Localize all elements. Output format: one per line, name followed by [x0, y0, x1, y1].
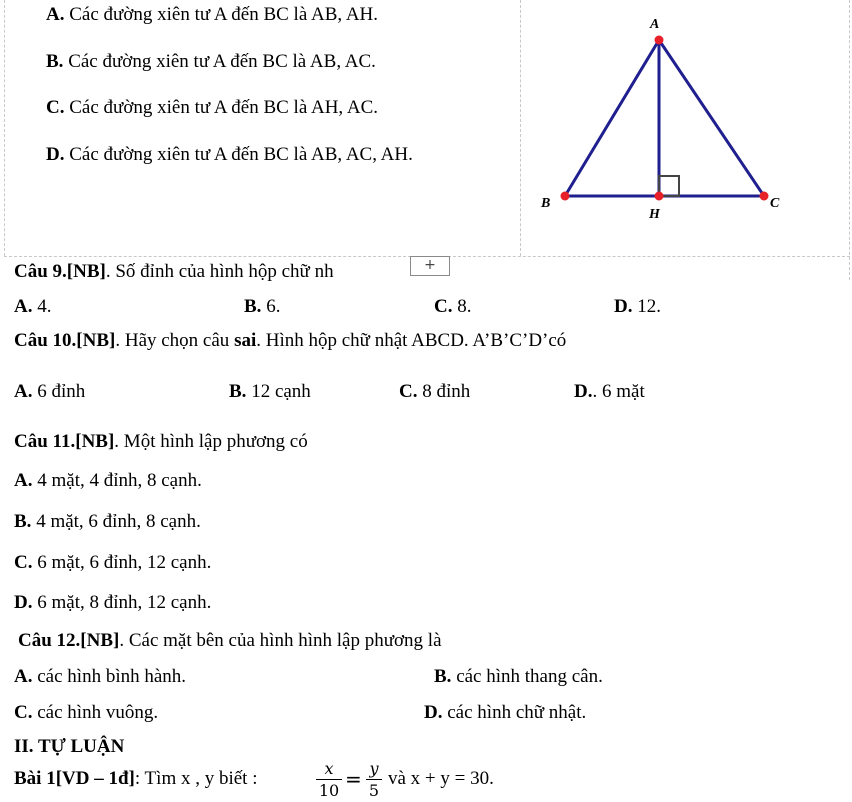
q9-option-a: A. 4.: [14, 296, 52, 317]
q12-option-c: C. các hình vuông.: [14, 702, 159, 723]
q10-option-d: D.. 6 mặt: [574, 381, 645, 402]
fraction-x-over-10: x 10: [316, 759, 342, 800]
bai1-condition: và x + y = 30.: [388, 768, 494, 789]
fraction-y-over-5: y 5: [366, 759, 382, 800]
q9-option-c: C. 8.: [434, 296, 472, 317]
q9-option-b: B. 6.: [244, 296, 281, 317]
point-c: [760, 192, 769, 201]
section-title: II. TỰ LUẬN: [14, 736, 125, 757]
label-b: B: [541, 196, 551, 211]
q11-option-d: D. 6 mặt, 8 đỉnh, 12 cạnh.: [14, 592, 212, 613]
q12-stem: Câu 12.[NB]. Các mặt bên của hình hình lập phương là: [18, 630, 442, 651]
q10-stem: Câu 10.[NB]. Hãy chọn câu sai. Hình hộp chữ nhật ABCD. A’B’C’D’có: [14, 330, 567, 351]
side-ab: [565, 40, 659, 196]
q11-option-a: A. 4 mặt, 4 đỉnh, 8 cạnh.: [14, 470, 202, 491]
q8-option-c: C. Các đường xiên tư A đến BC là AH, AC.: [46, 97, 379, 118]
q11-stem: Câu 11.[NB]. Một hình lập phương có: [14, 431, 308, 452]
q8-option-d: D. Các đường xiên tư A đến BC là AB, AC, AH.: [46, 144, 413, 165]
q10-option-b: B. 12 cạnh: [229, 381, 311, 402]
q10-option-a: A. 6 đỉnh: [14, 381, 86, 402]
q12-option-a: A. các hình bình hành.: [14, 666, 187, 687]
point-b: [561, 192, 570, 201]
q9-stem: Câu 9.[NB]. Số đỉnh của hình hộp chữ nh: [14, 261, 334, 282]
q12-option-b: B. các hình thang cân.: [434, 666, 603, 687]
table-border-left: [4, 0, 5, 256]
label-h: H: [649, 207, 660, 222]
q8-option-a: A. Các đường xiên tư A đến BC là AB, AH.: [46, 4, 379, 25]
label-c: C: [770, 196, 780, 211]
q10-option-c: C. 8 đỉnh: [399, 381, 471, 402]
triangle-lines: [565, 40, 764, 196]
point-a: [655, 36, 664, 45]
q11-option-b: B. 4 mặt, 6 đỉnh, 8 cạnh.: [14, 511, 201, 532]
equals-sign: =: [345, 767, 362, 791]
point-h: [655, 192, 664, 201]
q8-option-b: B. Các đường xiên tư A đến BC là AB, AC.: [46, 51, 376, 72]
add-row-button[interactable]: +: [410, 256, 450, 276]
side-ac: [659, 40, 764, 196]
label-a: A: [650, 17, 660, 32]
bai1-stem: Bài 1[VD – 1đ]: Tìm x , y biết :: [14, 768, 258, 789]
triangle-figure: [520, 0, 850, 256]
q12-option-d: D. các hình chữ nhật.: [424, 702, 587, 723]
q9-option-d: D. 12.: [614, 296, 661, 317]
q11-option-c: C. 6 mặt, 6 đỉnh, 12 cạnh.: [14, 552, 212, 573]
